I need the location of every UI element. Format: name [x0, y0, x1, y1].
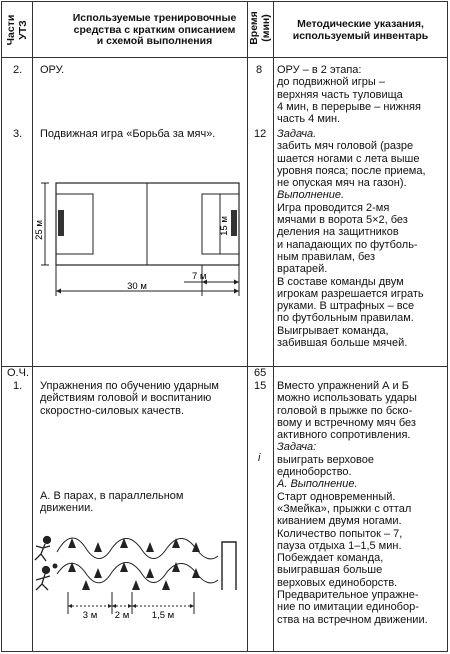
exercise-variant: А. В парах, в параллельном движении.	[40, 490, 184, 515]
row-number: 1.	[13, 380, 23, 392]
row-number: 2.	[13, 64, 23, 76]
time-value: 65	[254, 367, 267, 379]
header-part: Части УТЗ	[5, 14, 29, 46]
distance-label-1: 3 м	[82, 610, 98, 621]
goal-post	[222, 542, 236, 590]
time-value: 15	[254, 380, 267, 392]
column-divider	[247, 2, 248, 651]
margin-mark: i	[258, 452, 261, 464]
exercise-name: Подвижная игра «Борьба за мяч».	[40, 128, 216, 140]
section-label: О.Ч.	[7, 367, 29, 379]
distance-label-2: 2 м	[114, 610, 130, 621]
method-text: ОРУ – в 2 этапа: до подвижной игры – верхняя часть туловища 4 мин, в перерыве – нижняя часть 4 мин.	[277, 64, 421, 126]
goal-left	[58, 210, 64, 236]
header-means: Используемые тренировочные средства с кратким описанием и схемой выполнения	[72, 12, 237, 47]
section-divider	[2, 366, 447, 367]
player-figure-bottom	[36, 567, 50, 591]
player-figure-top	[35, 537, 51, 562]
header-method: Методические указания, используемый инвентарь	[292, 18, 429, 42]
width-label: 30 м	[127, 281, 147, 292]
distance-label-3: 1,5 м	[151, 610, 175, 621]
height-label: 25 м	[34, 220, 45, 240]
snake-path-bottom	[57, 562, 218, 582]
penalty-width-label: 15 м	[219, 216, 230, 236]
football-field-scheme	[30, 170, 245, 300]
heading-exercise-scheme	[32, 530, 244, 622]
goal-right	[231, 210, 237, 236]
header-divider	[2, 57, 447, 58]
ball	[53, 564, 58, 569]
penalty-depth-label: 7 м	[192, 271, 207, 282]
time-value: 8	[256, 64, 263, 76]
column-divider	[273, 2, 274, 651]
exercise-name: Упражнения по обучению ударным действиям головой и воспитанию скоростно-силовых качеств.	[40, 380, 219, 417]
method-text: Задача. забить мяч головой (разре шается ногами с лета выше уровня пояса; после приема, не опуская мяч на газон). Выполнение. Игра проводится 2-мя мячами в ворота 5×2, без деления на защитников и нападающих по футболь- ным правилам, без вратарей. В составе команды двум игрокам разрешается играть руками. В штрафных – все по футбольным правилам. Выигрывает команда, забившая больше мячей.	[277, 128, 426, 350]
row-number: 3.	[13, 128, 23, 140]
method-text: Вместо упражнений А и Б можно использовать удары головой в прыжке по бско- вому и встречному мяч без активного сопротивления. Задача: выиграть верховое единоборство. А. Выполнение. Старт одновременный. «Змейка», прыжки с оттал киванием двумя ногами. Количество попыток – 7, пауза отдыха 1–1,5 мин. Побеждает команда, выигравшая больше верховых единоборств. Предварительное упражне- ние по имитации единобор- ства на встречном движении.	[277, 380, 428, 626]
exercise-name: ОРУ.	[40, 64, 65, 76]
header-time: Время (мин)	[248, 11, 272, 45]
time-value: 12	[254, 128, 267, 140]
